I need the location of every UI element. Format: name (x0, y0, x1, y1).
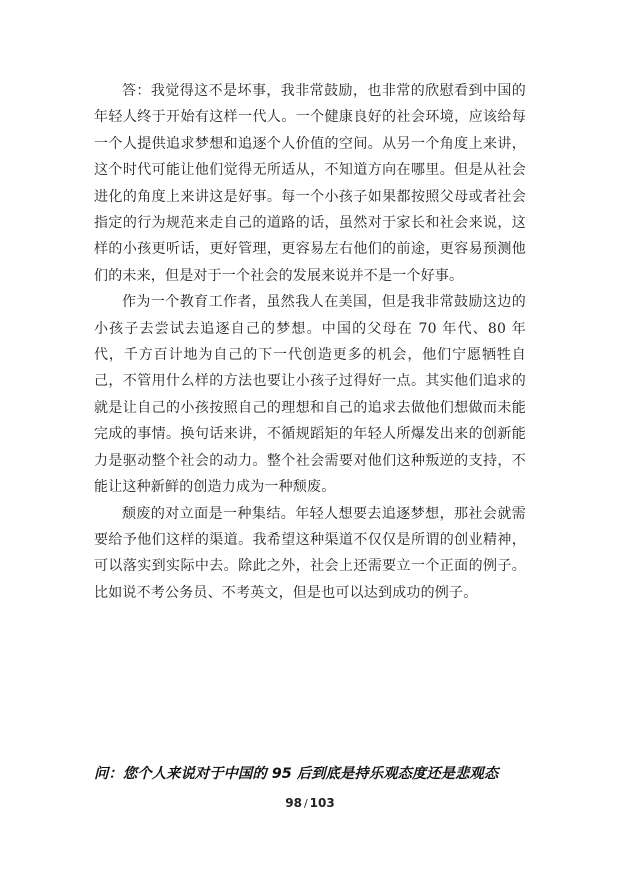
total-pages: 103 (309, 796, 335, 810)
question-heading: 问：您个人来说对于中国的 95 后到底是持乐观态度还是悲观态 (94, 766, 499, 782)
paragraph-2: 作为一个教育工作者，虽然我人在美国，但是我非常鼓励这边的小孩子去尝试去追逐自己的梦想。中国的父母在 70 年代、80 年代，千方百计地为自己的下一代创造更多的机会，他们宁愿牺牲自己，不管用什么样的方法也要让小孩子过得好一点。其实他们追求的就是让自己的小孩按照自己的理想和自己的追求去做他们想做而未能完成的事情。换句话来讲，不循规蹈矩的年轻人所爆发出来的创新能力是驱动整个社会的动力。整个社会需要对他们这种叛逆的支持，不能让这种新鲜的创造力成为一种颓废。 (94, 294, 526, 496)
answer-body (94, 78, 526, 606)
page-number (0, 796, 620, 810)
page-separator: / (303, 797, 308, 810)
paragraph-3: 颓废的对立面是一种集结。年轻人想要去追逐梦想，那社会就需要给予他们这样的渠道。我希望这种渠道不仅仅是所谓的创业精神，可以落实到实际中去。除此之外，社会上还需要立一个正面的例子。比如说不考公务员、不考英文，但是也可以达到成功的例子。 (94, 505, 526, 601)
paragraph-1: 答：我觉得这不是坏事，我非常鼓励，也非常的欣慰看到中国的年轻人终于开始有这样一代人。一个健康良好的社会环境，应该给每一个人提供追求梦想和追逐个人价值的空间。从另一个角度上来讲，这个时代可能让他们觉得无所适从，不知道方向在哪里。但是从社会进化的角度上来讲这是好事。每一个小孩子如果都按照父母或者社会指定的行为规范来走自己的道路的话，虽然对于家长和社会来说，这样的小孩更听话，更好管理，更容易左右他们的前途，更容易预测他们的未来，但是对于一个社会的发展来说并不是一个好事。 (94, 83, 526, 284)
current-page: 98 (285, 796, 302, 810)
